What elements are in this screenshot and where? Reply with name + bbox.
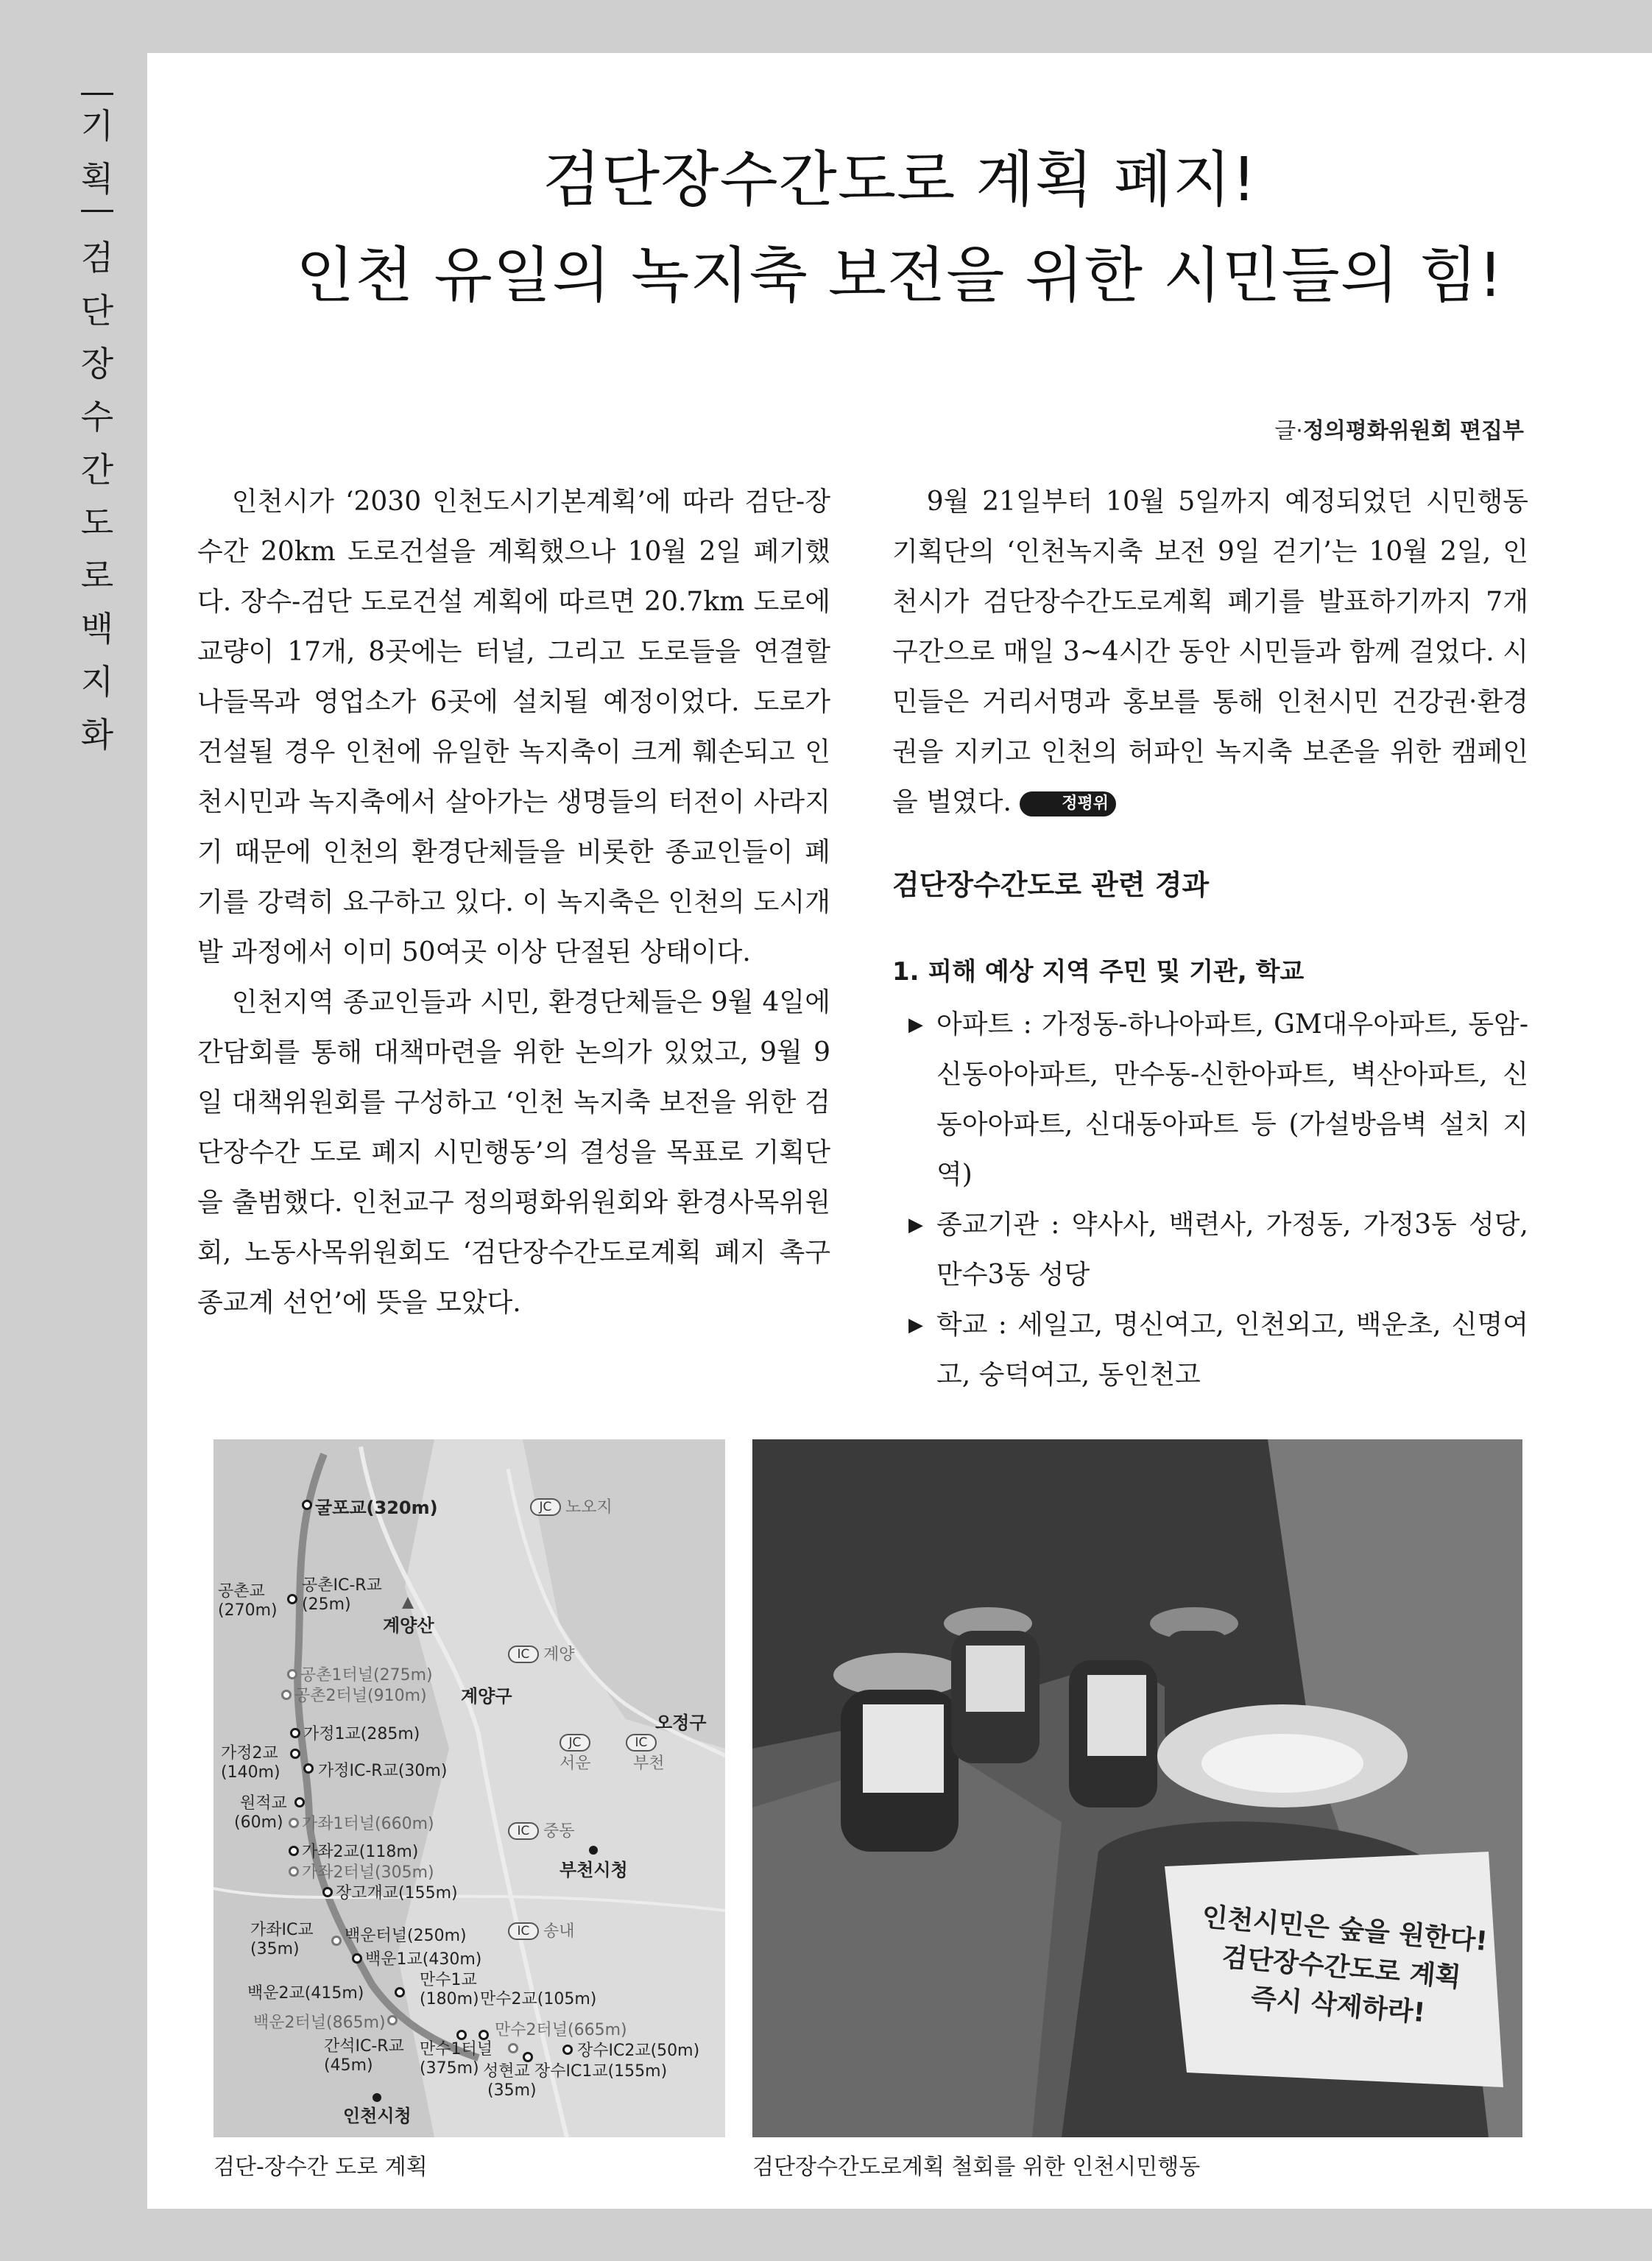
map-label: 중동 bbox=[543, 1822, 575, 1841]
map-node bbox=[289, 1866, 299, 1877]
sidebar-rule bbox=[81, 93, 113, 95]
map-node bbox=[289, 1818, 299, 1828]
map-label: (180m) bbox=[420, 1990, 479, 2008]
photo-scene bbox=[752, 1439, 1522, 2137]
map-label: 만수1터널 bbox=[420, 2040, 493, 2059]
section-heading: 검단장수간도로 관련 경과 bbox=[892, 869, 1210, 901]
map-label: 가좌1터널(660m) bbox=[302, 1815, 434, 1833]
map-label: 공촌1터널(275m) bbox=[300, 1666, 433, 1685]
map-node bbox=[479, 2030, 489, 2040]
map-label: 서운 bbox=[560, 1754, 591, 1773]
sidebar-char: 지 bbox=[80, 662, 114, 702]
map-node bbox=[352, 1953, 362, 1964]
map-node bbox=[562, 2045, 573, 2055]
sidebar-char: 검 bbox=[80, 238, 114, 278]
ic-marker-icon: IC bbox=[508, 1822, 539, 1840]
map-label: (25m) bbox=[302, 1595, 351, 1614]
map-node bbox=[456, 2030, 467, 2040]
right-column bbox=[892, 477, 1528, 1400]
photo-caption: 검단장수간도로계획 철회를 위한 인천시민행동 bbox=[752, 2154, 1201, 2180]
sidebar-char: 도 bbox=[80, 503, 114, 543]
map-node bbox=[287, 1669, 297, 1679]
sidebar-char: 획 bbox=[80, 159, 114, 199]
list-item: ▶ 종교기관 : 약사사, 백련사, 가정동, 가정3동 성당, 만수3동 성당 bbox=[892, 1200, 1528, 1300]
map-node bbox=[395, 1987, 405, 1997]
map-node bbox=[290, 1728, 300, 1738]
list-item: ▶ 아파트 : 가정동-하나아파트, GM대우아파트, 동암-신동아아파트, 만수동-신한아파트, 벽산아파트, 신동아아파트, 신대동아파트 등 (가설방음벽 설치 지역) bbox=[892, 1000, 1528, 1200]
byline-author: 정의평화위원회 편집부 bbox=[1302, 418, 1524, 444]
map-label: 간석IC-R교 bbox=[324, 2037, 404, 2056]
map-label: (270m) bbox=[218, 1601, 278, 1620]
sidebar-char: 백 bbox=[80, 609, 114, 649]
map-node bbox=[331, 1936, 342, 1946]
map-label: (35m) bbox=[250, 1940, 300, 1958]
sidebar-char: 수 bbox=[80, 397, 114, 437]
map-node bbox=[302, 1500, 312, 1510]
sidebar-char: 기 bbox=[80, 106, 114, 146]
map-label: 인천시청 bbox=[343, 2106, 412, 2126]
byline bbox=[1274, 412, 1524, 445]
map-label: 성현교 bbox=[483, 2062, 530, 2081]
map-node bbox=[387, 2015, 398, 2025]
map-label: 송내 bbox=[543, 1922, 575, 1941]
left-column bbox=[197, 477, 830, 1328]
march-photo bbox=[752, 1439, 1522, 2137]
map-label: 백운2터널(865m) bbox=[253, 2014, 386, 2032]
map-label: (35m) bbox=[487, 2081, 537, 2100]
map-label: 노오지 bbox=[565, 1498, 613, 1517]
map-label: 가정1교(285m) bbox=[303, 1725, 420, 1743]
map-label: 공촌2터널(910m) bbox=[294, 1687, 427, 1705]
ic-marker-icon: IC bbox=[508, 1646, 539, 1663]
map-node bbox=[287, 1594, 297, 1604]
map-label: 가정IC-R교(30m) bbox=[318, 1762, 448, 1780]
map-label: 원적교 bbox=[240, 1794, 287, 1813]
map-label: 가좌2교(118m) bbox=[302, 1843, 419, 1861]
sidebar-char: 장 bbox=[80, 344, 114, 384]
map-node bbox=[290, 1749, 300, 1759]
jc-marker-icon: JC bbox=[530, 1498, 561, 1516]
sign-line: 검단장수간도로 계획 bbox=[1221, 1941, 1462, 1994]
map-label: 가좌IC교 bbox=[250, 1921, 314, 1939]
map-label: 만수2교(105m) bbox=[480, 1990, 597, 2008]
jc-marker-icon: JC bbox=[560, 1734, 590, 1752]
map-label: 부천시청 bbox=[560, 1860, 628, 1880]
end-mark-stamp: 정평위 bbox=[1020, 791, 1116, 816]
map-node bbox=[523, 2052, 533, 2062]
map-label: 백운터널(250m) bbox=[345, 1927, 467, 1945]
map-label: 장고개교(155m) bbox=[336, 1884, 458, 1902]
ic-marker-icon: IC bbox=[626, 1734, 657, 1752]
map-label: 오정구 bbox=[655, 1712, 707, 1733]
map-caption: 검단-장수간 도로 계획 bbox=[213, 2154, 428, 2180]
map-label: 계양 bbox=[543, 1646, 575, 1664]
paragraph bbox=[892, 477, 1528, 828]
map-label: 장수IC1교(155m) bbox=[534, 2062, 668, 2081]
byline-prefix: 글· bbox=[1274, 418, 1303, 444]
map-label: (45m) bbox=[324, 2056, 373, 2075]
map-label: 백운2교(415m) bbox=[247, 1984, 364, 2003]
map-node bbox=[294, 1797, 305, 1807]
map-label: 만수1교 bbox=[420, 1971, 477, 1989]
triangle-bullet-icon: ▶ bbox=[908, 1214, 923, 1236]
map-node bbox=[289, 1846, 299, 1856]
ic-marker-icon: IC bbox=[508, 1922, 539, 1940]
map-label: 계양산 bbox=[383, 1615, 434, 1636]
map-label: (60m) bbox=[234, 1813, 283, 1832]
sidebar-char: 화 bbox=[80, 715, 114, 755]
title-line-1: 검단장수간도로 계획 폐지! bbox=[542, 145, 1257, 215]
map-label: 장수IC2교(50m) bbox=[577, 2042, 700, 2060]
paragraph-text: 9월 21일부터 10월 5일까지 예정되었던 시민행동 기획단의 ‘인천녹지축 보전 9일 걷기’는 10월 2일, 인천시가 검단장수간도로계획 폐기를 발표하기까지 7개 구간으로 매일 3~4시간 동안 시민들과 함께 걸었다. 시민들은 거리서명과 홍보를 통해 인천시민 건강권·환경권을 지키고 인천의 허파인 녹지축 보존을 위한 캠페인을 벌였다. bbox=[892, 487, 1528, 817]
list-item: ▶ 학교 : 세일고, 명신여고, 인천외고, 백운초, 신명여고, 숭덕여고, 동인천고 bbox=[892, 1300, 1528, 1400]
map-node bbox=[322, 1887, 333, 1897]
map-label: 가정2교 bbox=[221, 1744, 278, 1763]
map-node bbox=[303, 1763, 314, 1774]
title-line-2: 인천 유일의 녹지축 보전을 위한 시민들의 힘! bbox=[295, 241, 1504, 311]
map-point bbox=[373, 2093, 381, 2102]
map-label: 굴포교(320m) bbox=[315, 1498, 438, 1518]
vertical-section-tab bbox=[74, 88, 121, 761]
sidebar-char: 간 bbox=[80, 450, 114, 490]
map-label: 공촌IC-R교 bbox=[302, 1576, 382, 1595]
route-map-figure bbox=[213, 1439, 725, 2137]
map-label: (375m) bbox=[420, 2059, 479, 2078]
triangle-bullet-icon: ▶ bbox=[908, 1314, 923, 1336]
sign-line: 즉시 삭제하라! bbox=[1249, 1983, 1427, 2029]
sidebar-char: 단 bbox=[80, 291, 114, 331]
map-point bbox=[589, 1846, 598, 1855]
map-label: 만수2터널(665m) bbox=[495, 2021, 627, 2039]
paragraph: 인천시가 ‘2030 인천도시기본계획’에 따라 검단-장수간 20km 도로건설을 계획했으나 10월 2일 폐기했다. 장수-검단 도로건설 계획에 따르면 20.7km 도로에 교량이 17개, 8곳에는 터널, 그리고 도로들을 연결할 나들목과 영업소가 6곳에 설치될 예정이었다. 도로가 건설될 경우 인천에 유일한 녹지축이 크게 훼손되고 인천시민과 녹지축에서 살아가는 생명들의 터전이 사라지기 때문에 인천의 환경단체들을 비롯한 종교인들이 폐기를 강력히 요구하고 있다. 이 녹지축은 인천의 도시개발 과정에서 이미 50여곳 이상 단절된 상태이다. bbox=[197, 487, 830, 967]
sidebar-rule bbox=[81, 210, 113, 212]
map-node bbox=[281, 1690, 292, 1700]
map-label: 공촌교 bbox=[218, 1582, 265, 1601]
article-title bbox=[147, 133, 1652, 324]
map-label: (140m) bbox=[221, 1763, 280, 1782]
sub-heading: 1. 피해 예상 지역 주민 및 기관, 학교 bbox=[892, 957, 1305, 987]
map-label: 계양구 bbox=[461, 1686, 512, 1707]
map-node bbox=[508, 2043, 518, 2053]
map-label: 가좌2터널(305m) bbox=[302, 1863, 434, 1882]
sign-line: 인천시민은 숲을 원한다! bbox=[1200, 1902, 1489, 1958]
bullet-list bbox=[892, 1000, 1528, 1400]
triangle-bullet-icon: ▶ bbox=[908, 1014, 923, 1036]
paragraph: 인천지역 종교인들과 시민, 환경단체들은 9월 4일에 간담회를 통해 대책마련을 위한 논의가 있었고, 9월 9일 대책위원회를 구성하고 ‘인천 녹지축 보전을 위한 검단장수간 도로 폐지 시민행동’의 결성을 목표로 기획단을 출범했다. 인천교구 정의평화위원회와 환경사목위원회, 노동사목위원회도 ‘검단장수간도로계획 폐지 촉구 종교계 선언’에 뜻을 모았다. bbox=[197, 987, 830, 1318]
map-label: 백운1교(430m) bbox=[365, 1950, 482, 1969]
sidebar-char: 로 bbox=[80, 556, 114, 596]
map-label: 부천 bbox=[633, 1754, 665, 1773]
